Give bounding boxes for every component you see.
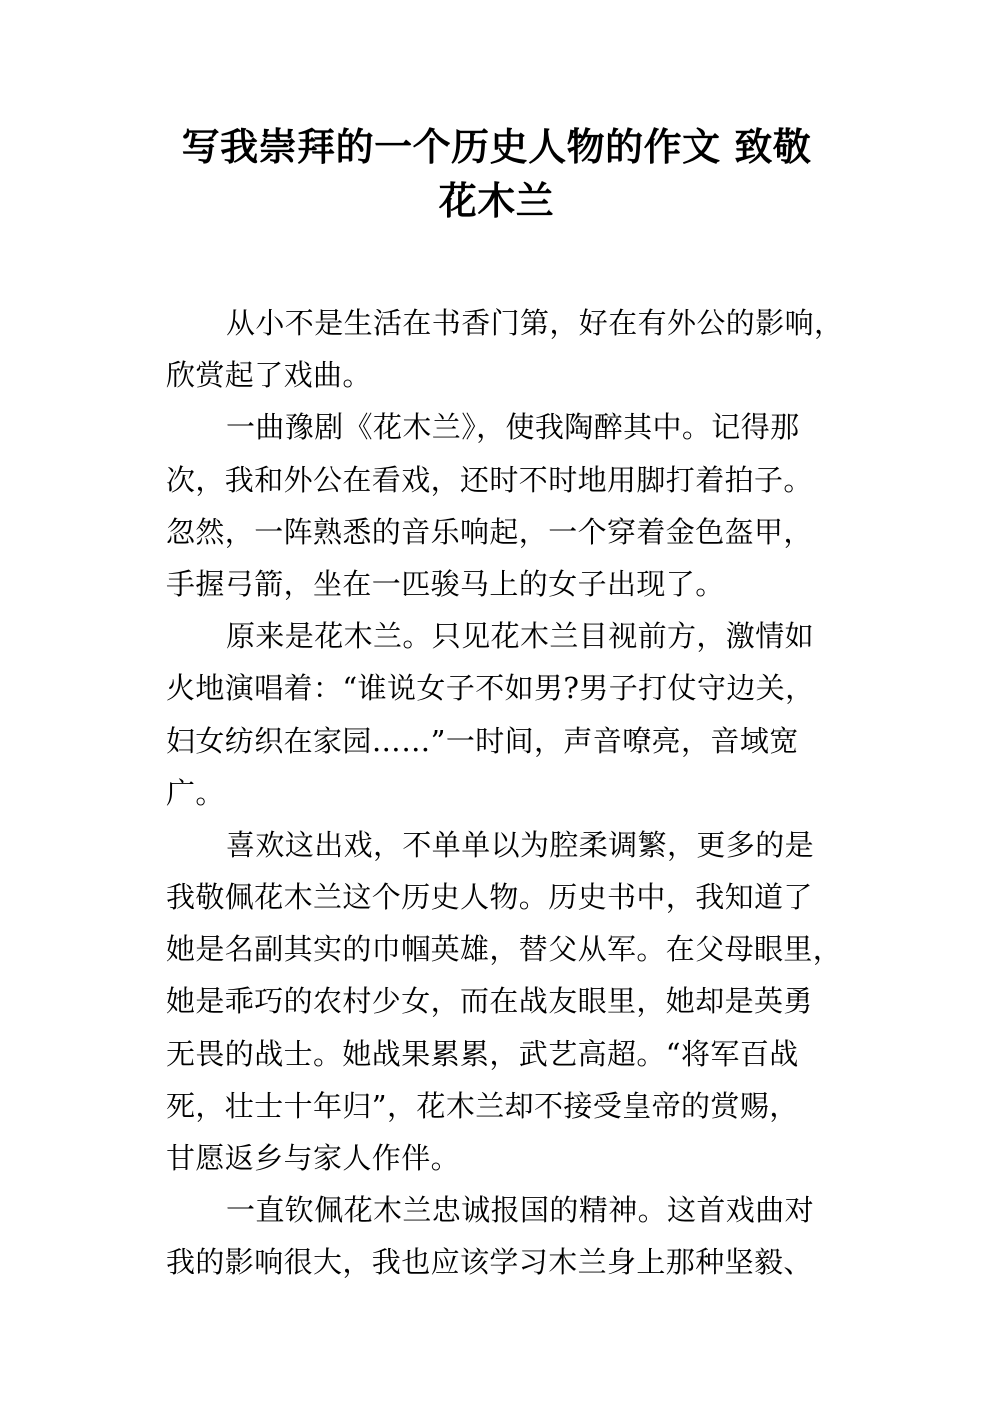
paragraph-3-line-2: 火地演唱着：“谁说女子不如男?男子打仗守边关， xyxy=(166,671,815,706)
paragraph-1-line-1: 从小不是生活在书香门第，好在有外公的影响， xyxy=(226,306,844,340)
paragraph-4-line-4: 她是乖巧的农村少女，而在战友眼里，她却是英勇 xyxy=(166,984,813,1019)
document-title-line-1: 写我崇拜的一个历史人物的作文 致敬 xyxy=(181,125,812,169)
paragraph-4-line-5: 无畏的战士。她战果累累，武艺高超。“将军百战 xyxy=(166,1036,799,1071)
document-body xyxy=(166,297,846,1289)
paragraph-3-line-3: 妇女纺织在家园……”一时间，声音嘹亮，音域宽 xyxy=(166,723,799,758)
paragraph-4-line-2: 我敬佩花木兰这个历史人物。历史书中，我知道了 xyxy=(166,880,813,915)
paragraph-5-line-2: 我的影响很大，我也应该学习木兰身上那种坚毅、 xyxy=(166,1245,813,1280)
paragraph-2-line-1: 一曲豫剧《花木兰》，使我陶醉其中。记得那 xyxy=(226,410,800,445)
paragraph-3-line-1: 原来是花木兰。只见花木兰目视前方，激情如 xyxy=(226,619,815,654)
paragraph-5-line-1: 一直钦佩花木兰忠诚报国的精神。这首戏曲对 xyxy=(226,1193,815,1228)
paragraph-3-line-4: 广。 xyxy=(166,775,225,810)
paragraph-2-line-3: 忽然，一阵熟悉的音乐响起，一个穿着金色盔甲， xyxy=(166,514,813,549)
paragraph-4-line-6: 死，壮士十年归”，花木兰却不接受皇帝的赏赐， xyxy=(166,1088,799,1123)
paragraph-4-line-1: 喜欢这出戏，不单单以为腔柔调繁，更多的是 xyxy=(226,827,815,862)
paragraph-2-line-4: 手握弓箭，坐在一匹骏马上的女子出现了。 xyxy=(166,566,725,601)
paragraph-2-line-2: 次，我和外公在看戏，还时不时地用脚打着拍子。 xyxy=(166,462,813,497)
paragraph-4-line-3: 她是名副其实的巾帼英雄，替父从军。在父母眼里， xyxy=(166,932,843,967)
paragraph-1-line-2: 欣赏起了戏曲。 xyxy=(166,358,372,393)
document-title-line-2: 花木兰 xyxy=(438,179,555,223)
paragraph-4-line-7: 甘愿返乡与家人作伴。 xyxy=(166,1141,461,1175)
